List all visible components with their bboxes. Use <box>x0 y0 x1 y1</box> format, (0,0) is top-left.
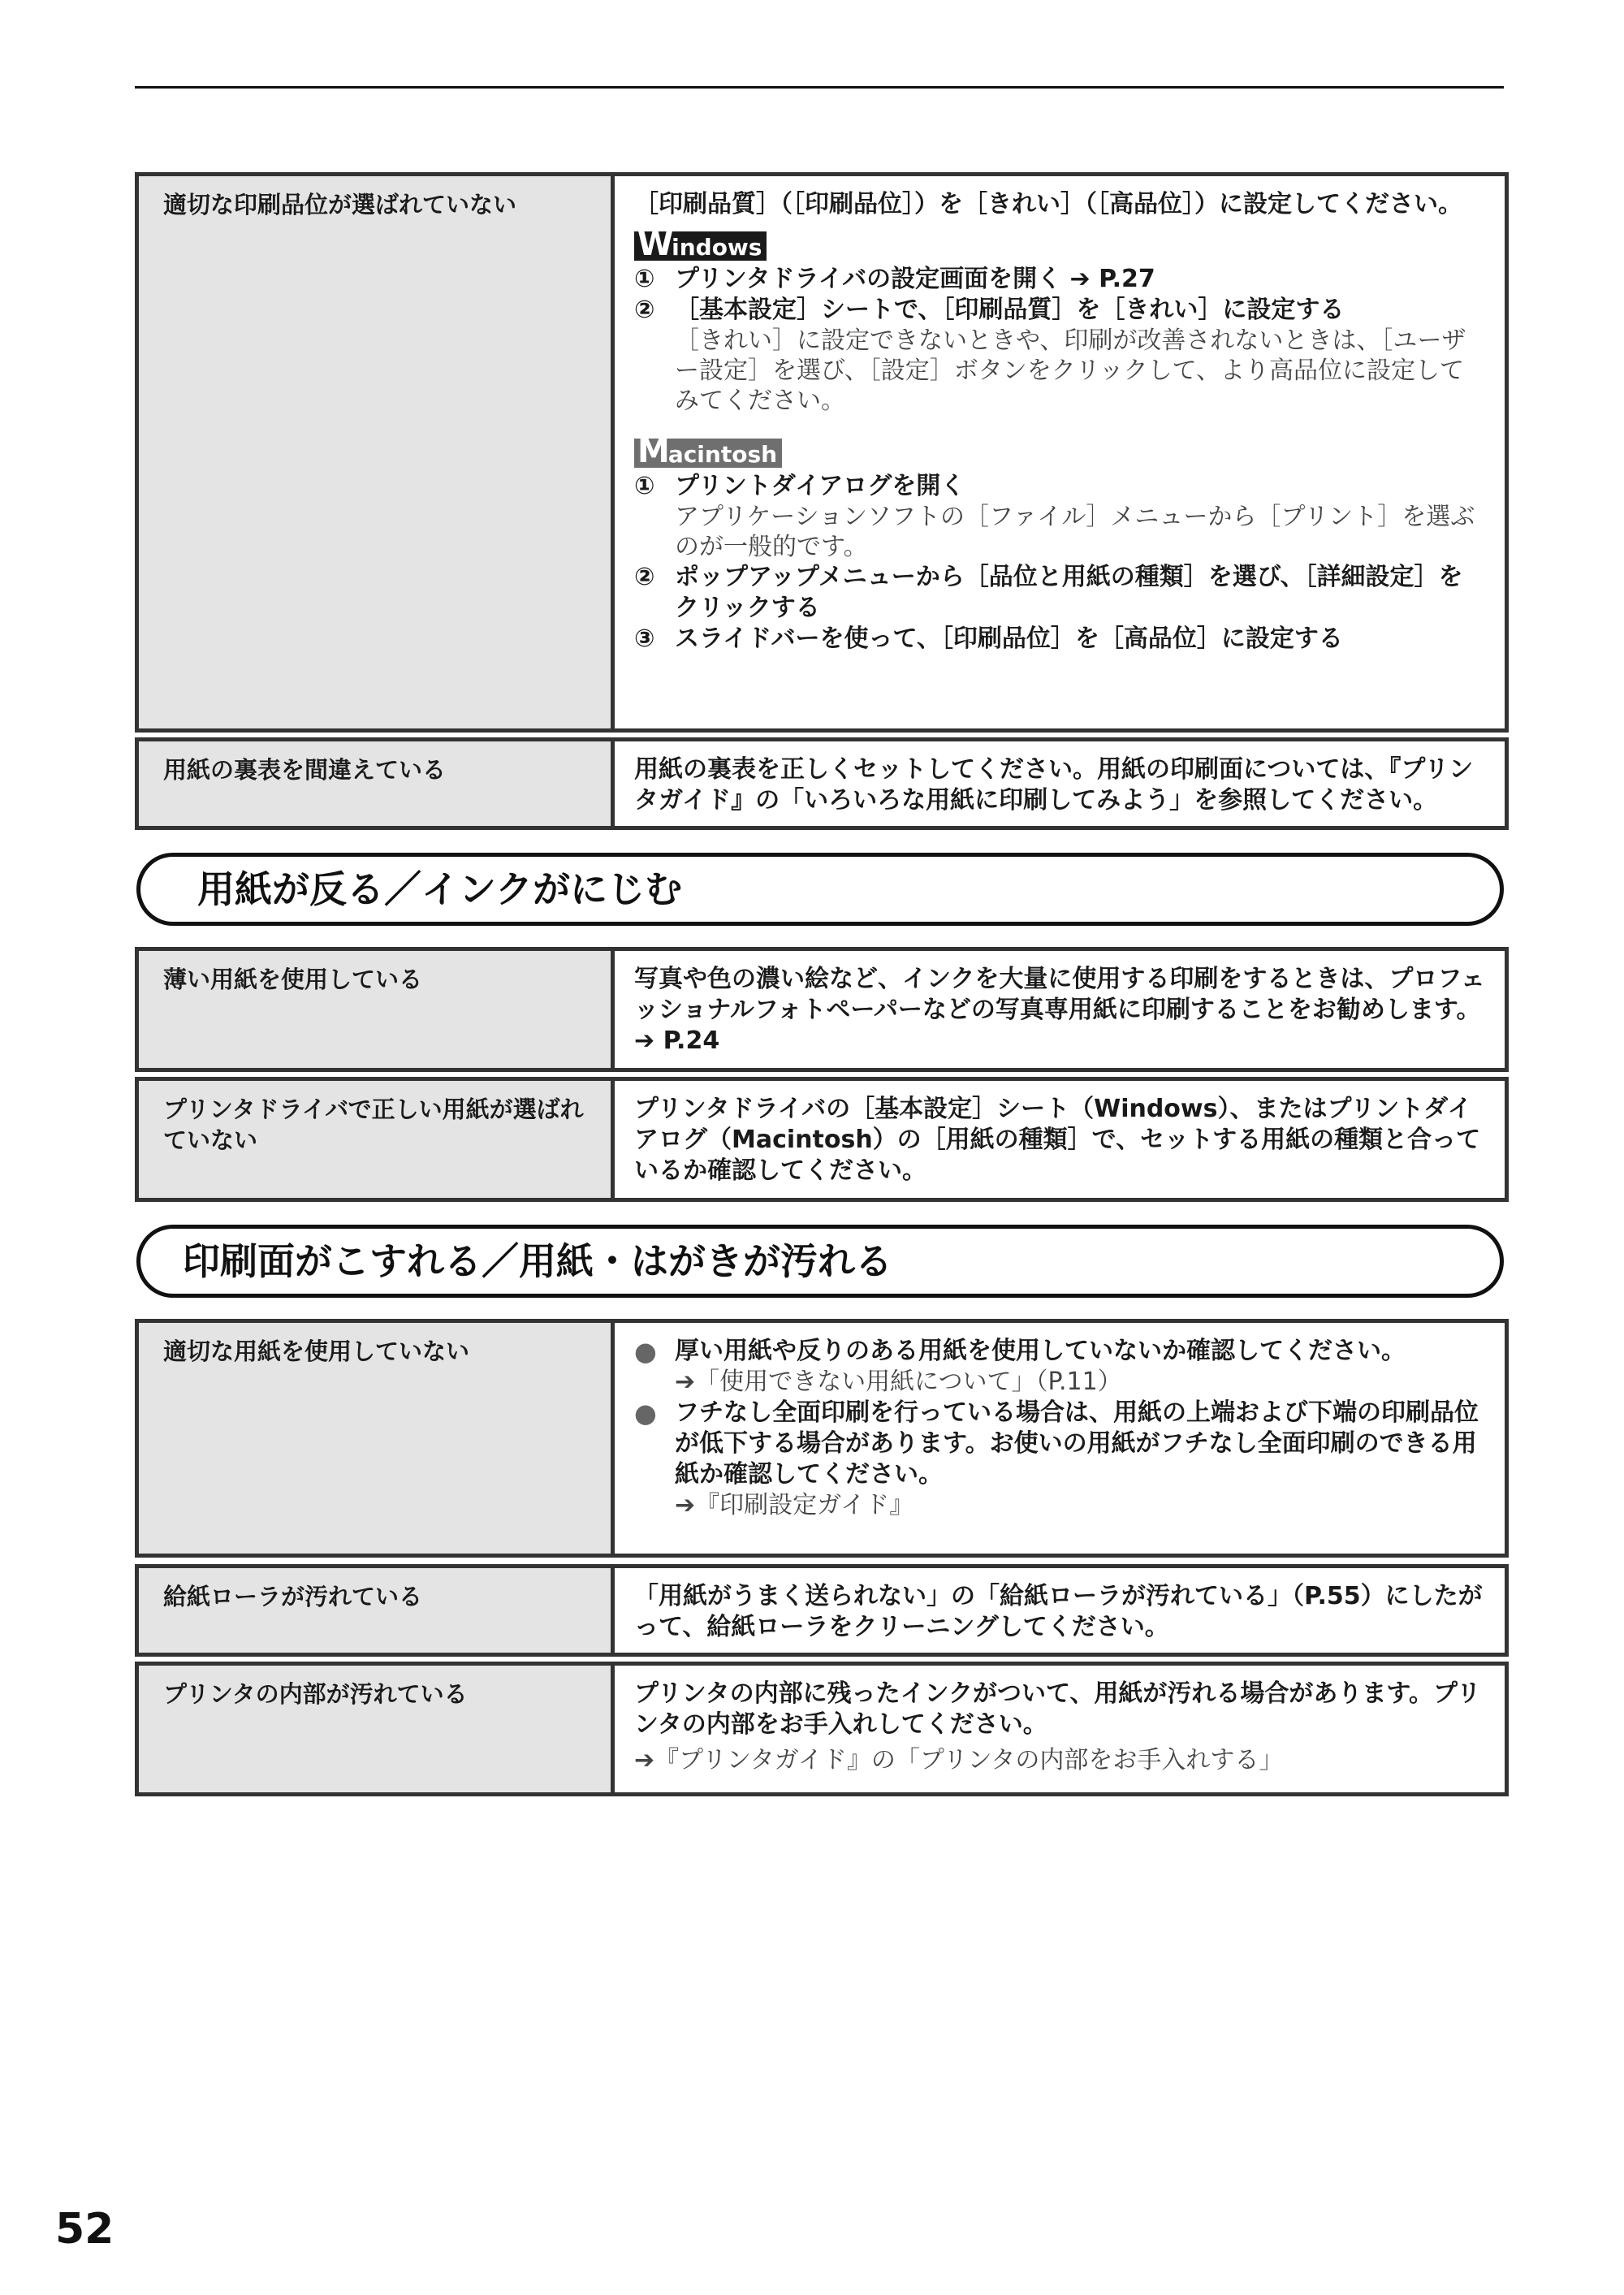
solution-cell: 「用紙がうまく送られない」の「給紙ローラが汚れている」（P.55）にしたがって、給紙ローラをクリーニングしてください。 <box>634 1582 1483 1641</box>
problem-cell: 薄い用紙を使用している <box>139 951 615 1068</box>
macintosh-badge: Macintosh <box>634 439 782 468</box>
table-inappropriate-paper <box>135 1319 1509 1558</box>
solution-cell: 写真や色の濃い絵など、インクを大量に使用する印刷をするときは、プロフェッショナルフォトペーパーなどの写真専用紙に印刷することをお勧めします。➔ P.24 <box>634 965 1485 1055</box>
bullet-icon: ● <box>634 1398 657 1428</box>
section-heading-curl <box>136 853 1504 926</box>
reference-link: ➔『プリンタガイド』の「プリンタの内部をお手入れする」 <box>634 1746 1284 1774</box>
win-step-1: ① プリンタドライバの設定画面を開く ➔ P.27 <box>634 265 1155 293</box>
solution-intro: ［印刷品質］（［印刷品位］）を［きれい］（［高品位］）に設定してください。 <box>634 190 1462 218</box>
bullet-icon: ● <box>634 1336 657 1367</box>
top-rule <box>135 86 1504 89</box>
problem-cell: 適切な用紙を使用していない <box>139 1323 615 1554</box>
table-print-quality <box>135 172 1509 733</box>
problem-cell: プリンタドライバで正しい用紙が選ばれていない <box>139 1081 615 1198</box>
win-note: ［きれい］に設定できないときや、印刷が改善されないときは、［ユーザー設定］を選び、［設定］ボタンをクリックして、より高品位に設定してみてください。 <box>675 326 1466 415</box>
mac-step-2: ② ポップアップメニューから［品位と用紙の種類］を選び、［詳細設定］をクリックする <box>634 563 1463 622</box>
solution-cell: 用紙の裏表を正しくセットしてください。用紙の印刷面については、『プリンタガイド』の「いろいろな用紙に印刷してみよう」を参照してください。 <box>634 755 1474 815</box>
solution-cell <box>615 176 1505 728</box>
problem-cell: プリンタの内部が汚れている <box>139 1666 615 1792</box>
page-number: 52 <box>55 2205 114 2254</box>
heading-text: 用紙が反る／インクがにじむ <box>197 867 683 911</box>
bullet-item: ● フチなし全面印刷を行っている場合は、用紙の上端および下端の印刷品位が低下する場合があります。お使いの用紙がフチなし全面印刷のできる用紙か確認してください。 <box>634 1398 1479 1489</box>
problem-cell: 適切な印刷品位が選ばれていない <box>139 176 615 728</box>
solution-cell <box>615 1666 1505 1792</box>
table-feed-roller <box>135 1564 1509 1657</box>
mac-step-3: ③ スライドバーを使って、［印刷品位］を［高品位］に設定する <box>634 625 1343 653</box>
mac-step-1: ① プリントダイアログを開く <box>634 472 965 500</box>
bullet-item: ● 厚い用紙や反りのある用紙を使用していないか確認してください。 <box>634 1336 1406 1367</box>
solution-cell: プリンタドライバの［基本設定］シート（Windows）、またはプリントダイアログ（Macintosh）の［用紙の種類］で、セットする用紙の種類と合っているか確認してください。 <box>634 1095 1481 1185</box>
windows-badge: Windows <box>634 231 767 261</box>
table-driver-paper <box>135 1077 1509 1202</box>
reference-link: ➔「使用できない用紙について」（P.11） <box>675 1368 1122 1396</box>
heading-text: 印刷面がこすれる／用紙・はがきが汚れる <box>183 1239 892 1283</box>
problem-cell: 給紙ローラが汚れている <box>139 1568 615 1653</box>
solution-cell <box>615 1323 1505 1554</box>
reference-link: ➔『印刷設定ガイド』 <box>675 1491 914 1519</box>
solution-text: プリンタの内部に残ったインクがついて、用紙が汚れる場合があります。プリンタの内部をお手入れしてください。 <box>634 1679 1481 1739</box>
win-step-2: ② ［基本設定］シートで、［印刷品質］を［きれい］に設定する <box>634 296 1345 324</box>
section-heading-smudge <box>136 1225 1504 1298</box>
table-printer-inside <box>135 1662 1509 1796</box>
table-thin-paper <box>135 947 1509 1072</box>
table-paper-side <box>135 737 1509 830</box>
mac-note: アプリケーションソフトの［ファイル］メニューから［プリント］を選ぶのが一般的です。 <box>675 503 1475 561</box>
problem-cell: 用紙の裏表を間違えている <box>139 741 615 826</box>
